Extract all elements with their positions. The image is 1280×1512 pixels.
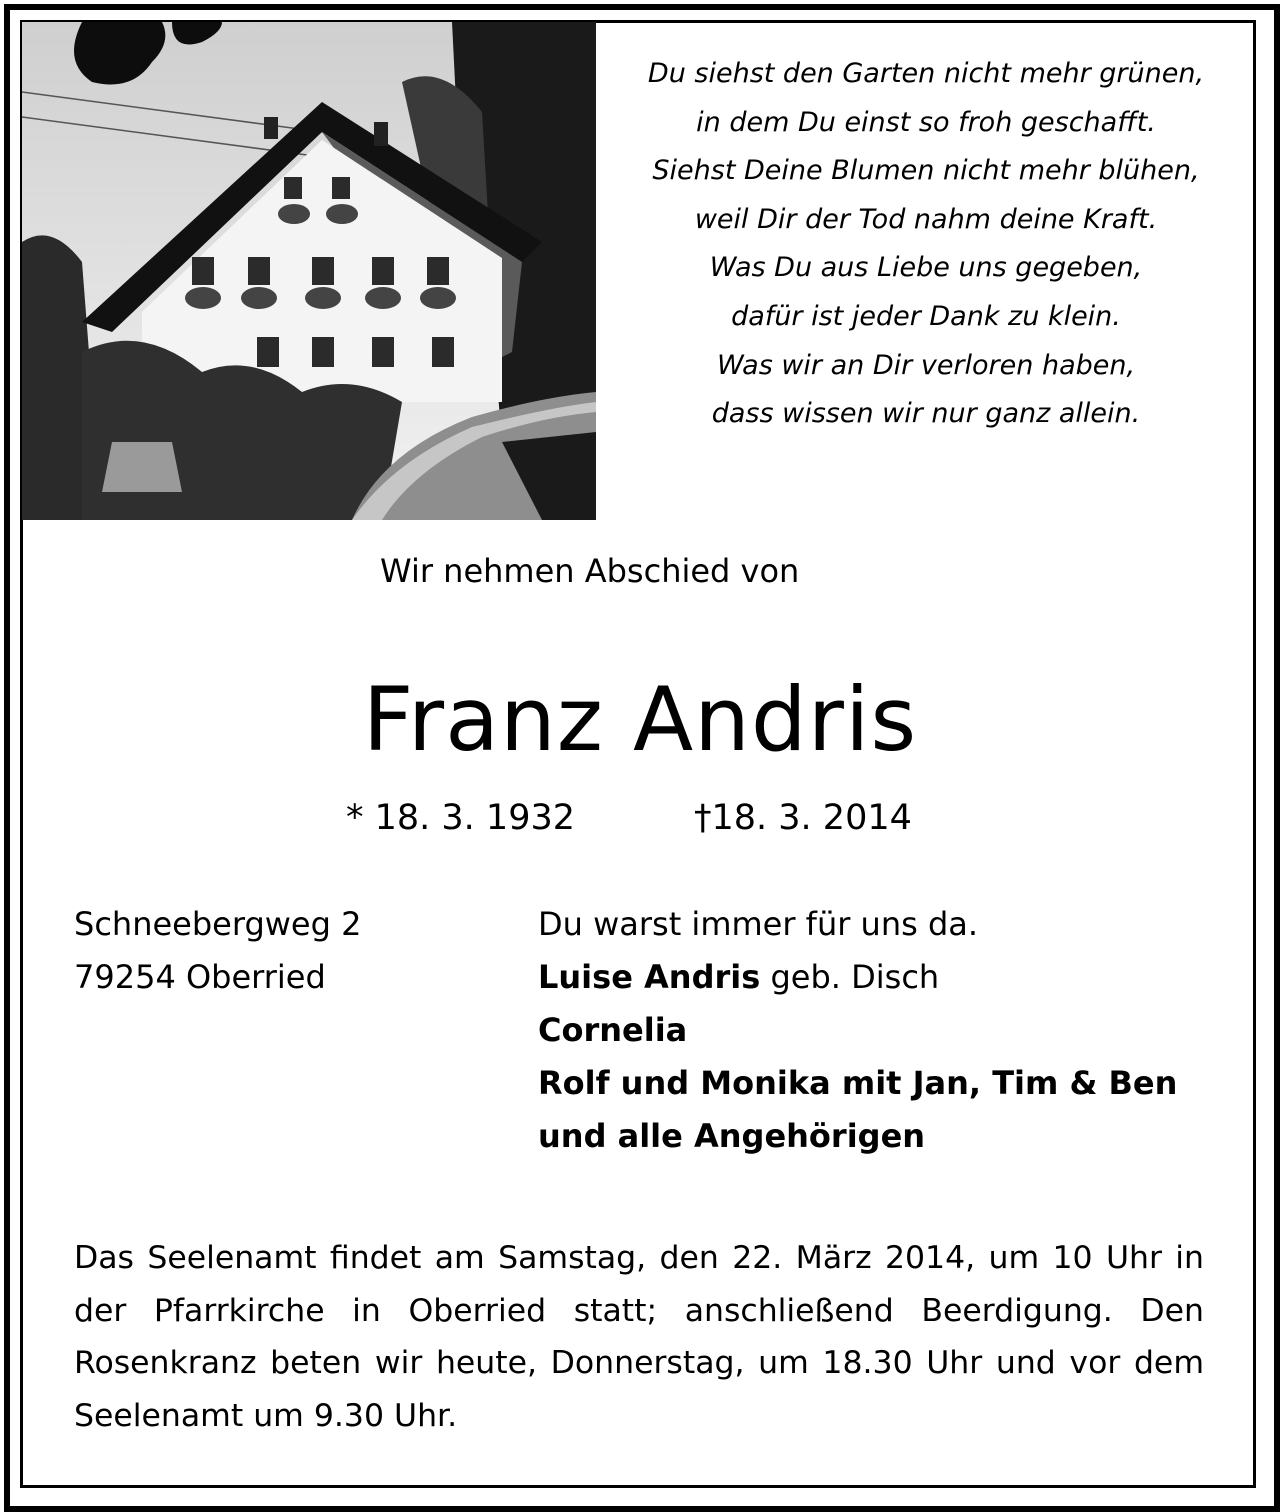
house-photo-icon	[22, 22, 596, 520]
family-line: und alle Angehörigen	[538, 1117, 926, 1155]
death-date: †18. 3. 2014	[694, 798, 912, 838]
address-street: Schneebergweg 2	[74, 905, 362, 943]
poem-line: weil Dir der Tod nahm deine Kraft.	[694, 203, 1158, 235]
poem-line: Siehst Deine Blumen nicht mehr blühen,	[652, 155, 1200, 187]
family-line	[538, 951, 1177, 1004]
poem-line: Du siehst den Garten nicht mehr grünen,	[647, 58, 1205, 89]
family-name-rest: geb. Disch	[760, 958, 940, 996]
family-name-bold: Luise Andris	[538, 958, 761, 996]
deceased-name: Franz Andris	[362, 668, 918, 771]
family-line: Du warst immer für uns da.	[538, 905, 979, 943]
poem-line: Was Du aus Liebe uns gegeben,	[709, 252, 1143, 284]
poem	[608, 50, 1244, 439]
family-line: Cornelia	[538, 1011, 688, 1049]
family-signature	[538, 898, 1177, 1163]
intro-text: Wir nehmen Abschied von	[380, 552, 800, 590]
poem-line: Was wir an Dir verloren haben,	[716, 349, 1136, 381]
address-city: 79254 Oberried	[74, 958, 326, 996]
address	[74, 898, 361, 1004]
house-photo	[22, 22, 596, 520]
birth-date: * 18. 3. 1932	[346, 798, 576, 838]
poem-line: dafür ist jeder Dank zu klein.	[731, 300, 1121, 332]
poem-line: in dem Du einst so froh geschafft.	[696, 106, 1156, 138]
family-line: Rolf und Monika mit Jan, Tim & Ben	[538, 1064, 1178, 1102]
funeral-notice: Das Seelenamt findet am Samstag, den 22. März 2014, um 10 Uhr in der Pfarrkirche in Oberried statt; anschließend Beerdigung. Den Rosenkranz beten wir heute, Donnerstag, um 18.30 Uhr und vor dem Seelenamt um 9.30 Uhr.	[74, 1240, 1204, 1434]
poem-line: dass wissen wir nur ganz allein.	[711, 398, 1141, 430]
